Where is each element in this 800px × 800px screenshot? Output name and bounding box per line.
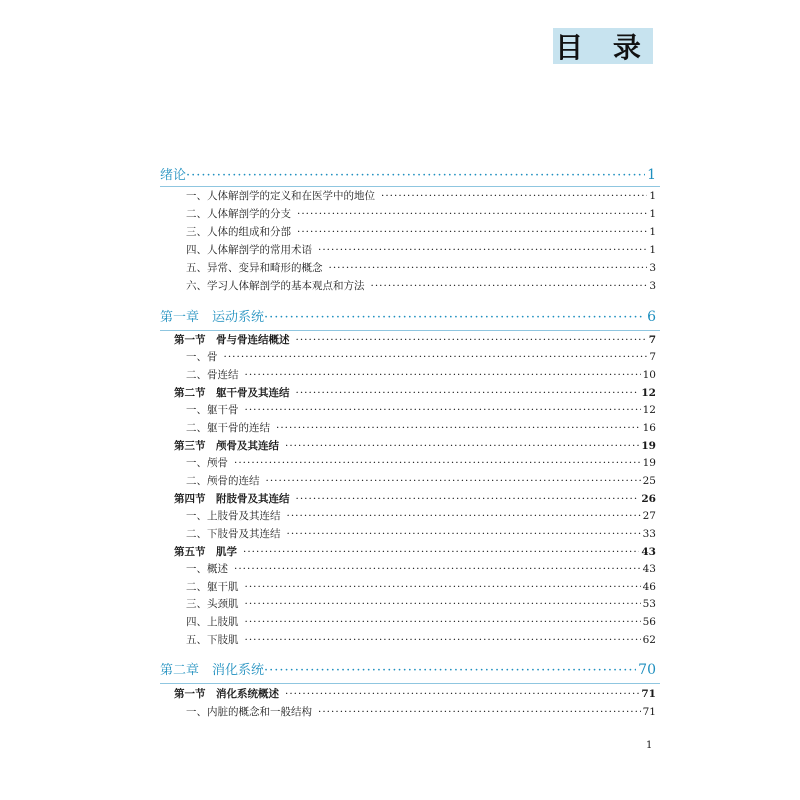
toc-entry-label: 一、内脏的概念和一般结构 (186, 706, 312, 718)
dot-leader (291, 206, 647, 222)
toc-section[interactable] (174, 686, 656, 702)
toc-entry-page: 12 (641, 387, 656, 399)
toc-entry-page: 1 (647, 167, 656, 183)
dot-leader (291, 224, 647, 240)
toc-item[interactable] (186, 473, 656, 489)
dot-leader (270, 420, 641, 436)
toc-entry-page: 43 (641, 546, 656, 558)
toc-entry-label: 第二节 躯干骨及其连结 (174, 387, 290, 399)
toc-item[interactable] (186, 614, 656, 630)
toc-item[interactable] (186, 206, 656, 222)
toc-item[interactable] (186, 278, 656, 294)
toc-entry-label: 第三节 颅骨及其连结 (174, 440, 279, 452)
toc-section[interactable] (174, 438, 656, 454)
dot-leader (228, 561, 641, 577)
dot-leader (290, 332, 647, 348)
toc-entry-page: 71 (641, 688, 656, 700)
dot-leader (375, 188, 647, 204)
toc-entry-page: 56 (642, 616, 656, 628)
dot-leader (239, 402, 641, 418)
dot-leader (312, 704, 641, 720)
toc-entry-page: 19 (641, 440, 656, 452)
toc-entry-page: 46 (642, 581, 656, 593)
toc-item[interactable] (186, 349, 656, 365)
dot-leader (290, 385, 640, 401)
toc-item[interactable] (186, 367, 656, 383)
chapter-divider (160, 330, 660, 331)
toc-entry-label: 一、上肢骨及其连结 (186, 510, 281, 522)
toc-entry-page: 7 (649, 351, 656, 363)
dot-leader (239, 632, 641, 648)
chapter-divider (160, 683, 660, 684)
toc-entry-page: 71 (642, 706, 656, 718)
toc-item[interactable] (186, 526, 656, 542)
toc-entry-page: 7 (648, 334, 656, 346)
toc-entry-page: 3 (649, 280, 656, 292)
toc-chapter[interactable] (160, 166, 656, 184)
toc-item[interactable] (186, 224, 656, 240)
toc-entry-page: 10 (642, 369, 656, 381)
toc-item[interactable] (186, 420, 656, 436)
dot-leader (279, 438, 639, 454)
dot-leader (239, 596, 641, 612)
toc-section[interactable] (174, 491, 656, 507)
toc-entry-label: 二、颅骨的连结 (186, 475, 260, 487)
toc-entry-label: 二、人体解剖学的分支 (186, 208, 291, 220)
toc-entry-page: 12 (642, 404, 656, 416)
toc-entry-label: 第一节 骨与骨连结概述 (174, 334, 290, 346)
dot-leader (237, 544, 639, 560)
toc-entry-label: 三、人体的组成和分部 (186, 226, 291, 238)
toc-entry-label: 四、上肢肌 (186, 616, 239, 628)
toc-entry-label: 一、人体解剖学的定义和在医学中的地位 (186, 190, 375, 202)
dot-leader (239, 579, 641, 595)
toc-item[interactable] (186, 561, 656, 577)
toc-entry-label: 二、躯干骨的连结 (186, 422, 270, 434)
toc-chapter[interactable] (160, 661, 656, 679)
dot-leader (260, 473, 641, 489)
dot-leader (186, 167, 645, 184)
toc-entry-label: 六、学习人体解剖学的基本观点和方法 (186, 280, 365, 292)
toc-entry-label: 五、异常、变异和畸形的概念 (186, 262, 323, 274)
toc-item[interactable] (186, 632, 656, 648)
dot-leader (281, 508, 641, 524)
toc-entry-page: 1 (649, 226, 656, 238)
toc-entry-page: 6 (647, 309, 656, 325)
toc-entry-label: 第五节 肌学 (174, 546, 237, 558)
page-title: 目 录 (553, 28, 653, 64)
dot-leader (264, 309, 645, 326)
toc-entry-label: 五、下肢肌 (186, 634, 239, 646)
toc-item[interactable] (186, 579, 656, 595)
dot-leader (281, 526, 641, 542)
toc-item[interactable] (186, 596, 656, 612)
toc-entry-label: 二、下肢骨及其连结 (186, 528, 281, 540)
dot-leader (312, 242, 647, 258)
toc-chapter[interactable] (160, 308, 656, 326)
toc-entry-label: 绪论 (160, 168, 187, 183)
toc-entry-page: 43 (642, 563, 656, 575)
toc-entry-page: 1 (649, 208, 656, 220)
dot-leader (264, 662, 636, 679)
toc-entry-page: 19 (642, 457, 656, 469)
page-number: 1 (646, 740, 653, 751)
toc-item[interactable] (186, 402, 656, 418)
toc-entry-page: 33 (642, 528, 656, 540)
toc-entry-label: 一、躯干骨 (186, 404, 239, 416)
toc-entry-page: 16 (642, 422, 656, 434)
toc-entry-label: 第二章 消化系统 (160, 663, 265, 678)
dot-leader (218, 349, 648, 365)
toc-item[interactable] (186, 455, 656, 471)
dot-leader (365, 278, 648, 294)
toc-entry-label: 一、骨 (186, 351, 218, 363)
toc-entry-label: 二、躯干肌 (186, 581, 239, 593)
toc-entry-label: 第四节 附肢骨及其连结 (174, 493, 290, 505)
toc-entry-label: 四、人体解剖学的常用术语 (186, 244, 312, 256)
toc-section[interactable] (174, 385, 656, 401)
toc-item[interactable] (186, 188, 656, 204)
toc-entry-label: 第一章 运动系统 (160, 310, 265, 325)
dot-leader (290, 491, 640, 507)
dot-leader (323, 260, 648, 276)
toc-entry-page: 1 (649, 244, 656, 256)
toc-entry-page: 26 (641, 493, 656, 505)
toc-entry-label: 一、概述 (186, 563, 228, 575)
toc-entry-page: 53 (642, 598, 656, 610)
dot-leader (228, 455, 641, 471)
toc-entry-page: 3 (649, 262, 656, 274)
toc-item[interactable] (186, 242, 656, 258)
toc-entry-page: 70 (638, 662, 656, 678)
toc-entry-label: 一、颅骨 (186, 457, 228, 469)
toc-section[interactable] (174, 332, 656, 348)
toc-entry-page: 62 (642, 634, 656, 646)
toc-entry-page: 1 (649, 190, 656, 202)
toc-item[interactable] (186, 260, 656, 276)
dot-leader (279, 686, 639, 702)
toc-item[interactable] (186, 704, 656, 720)
chapter-divider (160, 186, 660, 187)
toc-entry-label: 第一节 消化系统概述 (174, 688, 279, 700)
dot-leader (239, 367, 641, 383)
toc-entry-label: 三、头颈肌 (186, 598, 239, 610)
toc-section[interactable] (174, 544, 656, 560)
dot-leader (239, 614, 641, 630)
toc-entry-page: 27 (642, 510, 656, 522)
toc-item[interactable] (186, 508, 656, 524)
toc-entry-label: 二、骨连结 (186, 369, 239, 381)
toc-entry-page: 25 (642, 475, 656, 487)
